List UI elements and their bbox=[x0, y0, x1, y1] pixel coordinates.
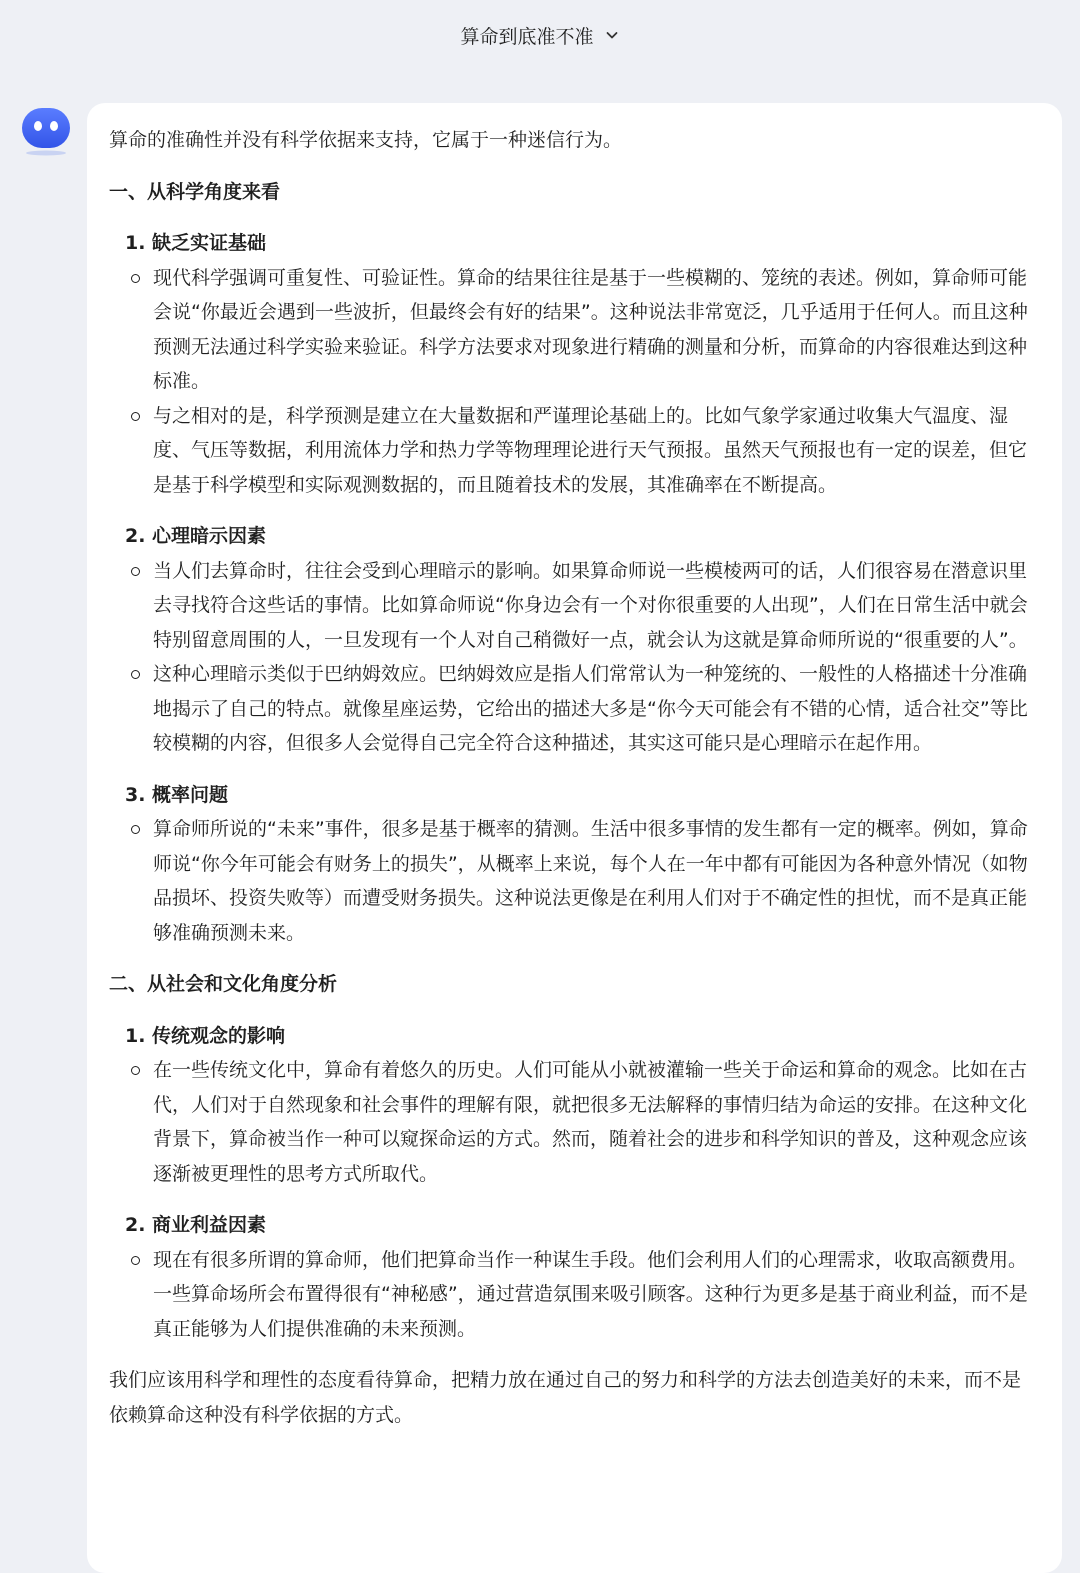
conversation-title-dropdown[interactable] bbox=[460, 22, 619, 49]
numbered-item-title: 1. 传统观念的影响 bbox=[125, 1024, 286, 1047]
numbered-item bbox=[125, 519, 1038, 761]
section-heading: 一、从科学角度来看 bbox=[109, 180, 281, 203]
list-item bbox=[153, 1243, 1038, 1347]
list-item bbox=[153, 399, 1038, 503]
bullet-text: 与之相对的是，科学预测是建立在大量数据和严谨理论基础上的。比如气象学家通过收集大气温度、湿度、气压等数据，利用流体力学和热力学等物理理论进行天气预报。虽然天气预报也有一定的误差，但它是基于科学模型和实际观测数据的，而且随着技术的发展，其准确率在不断提高。 bbox=[153, 404, 1028, 496]
section-heading: 二、从社会和文化角度分析 bbox=[109, 973, 338, 995]
answer-sections bbox=[109, 175, 1038, 1347]
numbered-item-title: 3. 概率问题 bbox=[125, 783, 229, 806]
assistant-message bbox=[87, 103, 1062, 1573]
bullet-text: 当人们去算命时，往往会受到心理暗示的影响。如果算命师说一些模棱两可的话，人们很容易在潜意识里去寻找符合这些话的事情。比如算命师说“你身边会有一个对你很重要的人出现”，人们在日常生活中就会特别留意周围的人，一旦发现有一个人对自己稍微好一点，就会认为这就是算命师所说的“很重要的人”。 bbox=[153, 559, 1028, 651]
bullet-list bbox=[125, 812, 1038, 950]
numbered-item bbox=[125, 778, 1038, 951]
bullet-list bbox=[125, 1243, 1038, 1347]
numbered-item-title: 1. 缺乏实证基础 bbox=[125, 232, 267, 254]
bullet-text: 这种心理暗示类似于巴纳姆效应。巴纳姆效应是指人们常常认为一种笼统的、一般性的人格描述十分准确地揭示了自己的特点。就像星座运势，它给出的描述大多是“你今天可能会有不错的心情，适合社交”等比较模糊的内容，但很多人会觉得自己完全符合这种描述，其实这可能只是心理暗示在起作用。 bbox=[153, 663, 1028, 754]
bullet-text: 在一些传统文化中，算命有着悠久的历史。人们可能从小就被灌输一些关于命运和算命的观念。比如在古代，人们对于自然现象和社会事件的理解有限，就把很多无法解释的事情归结为命运的安排。在这种文化背景下，算命被当作一种可以窥探命运的方式。然而，随着社会的进步和科学知识的普及，这种观念应该逐渐被更理性的思考方式所取代。 bbox=[153, 1059, 1028, 1185]
bullet-circle-icon bbox=[131, 1256, 140, 1265]
top-bar bbox=[0, 0, 1080, 70]
list-item bbox=[153, 1053, 1038, 1191]
bullet-text: 算命师所说的“未来”事件，很多是基于概率的猜测。生活中很多事情的发生都有一定的概率。例如，算命师说“你今年可能会有财务上的损失”，从概率上来说，每个人在一年中都有可能因为各种意外情况（如物品损坏、投资失败等）而遭受财务损失。这种说法更像是在利用人们对于不确定性的担忧，而不是真正能够准确预测未来。 bbox=[153, 818, 1028, 944]
bullet-list bbox=[125, 554, 1038, 761]
numbered-item bbox=[125, 1208, 1038, 1346]
list-item bbox=[153, 554, 1038, 658]
bullet-list bbox=[125, 1053, 1038, 1191]
answer-intro: 算命的准确性并没有科学依据来支持，它属于一种迷信行为。 bbox=[109, 129, 623, 151]
answer-conclusion: 我们应该用科学和理性的态度看待算命，把精力放在通过自己的努力和科学的方法去创造美好的未来，而不是依赖算命这种没有科学依据的方式。 bbox=[109, 1369, 1022, 1426]
bullet-text: 现在有很多所谓的算命师，他们把算命当作一种谋生手段。他们会利用人们的心理需求，收取高额费用。一些算命场所会布置得很有“神秘感”，通过营造氛围来吸引顾客。这种行为更多是基于商业利益，而不是真正能够为人们提供准确的未来预测。 bbox=[153, 1248, 1028, 1340]
conversation-title: 算命到底准不准 bbox=[460, 25, 594, 48]
numbered-item-title: 2. 心理暗示因素 bbox=[125, 525, 267, 547]
bullet-circle-icon bbox=[131, 1066, 140, 1075]
bullet-circle-icon bbox=[131, 825, 140, 834]
list-item bbox=[153, 657, 1038, 761]
numbered-item bbox=[125, 1019, 1038, 1192]
numbered-item-title: 2. 商业利益因素 bbox=[125, 1214, 267, 1236]
list-item bbox=[153, 261, 1038, 399]
bullet-circle-icon bbox=[131, 567, 140, 576]
bullet-circle-icon bbox=[131, 412, 140, 421]
numbered-item bbox=[125, 226, 1038, 502]
bullet-circle-icon bbox=[131, 274, 140, 283]
bullet-circle-icon bbox=[131, 670, 140, 679]
assistant-avatar-icon bbox=[20, 106, 72, 158]
chevron-down-icon bbox=[604, 27, 620, 43]
bullet-text: 现代科学强调可重复性、可验证性。算命的结果往往是基于一些模糊的、笼统的表述。例如，算命师可能会说“你最近会遇到一些波折，但最终会有好的结果”。这种说法非常宽泛，几乎适用于任何人。而且这种预测无法通过科学实验来验证。科学方法要求对现象进行精确的测量和分析，而算命的内容很难达到这种标准。 bbox=[153, 266, 1028, 392]
list-item bbox=[153, 812, 1038, 950]
bullet-list bbox=[125, 261, 1038, 503]
